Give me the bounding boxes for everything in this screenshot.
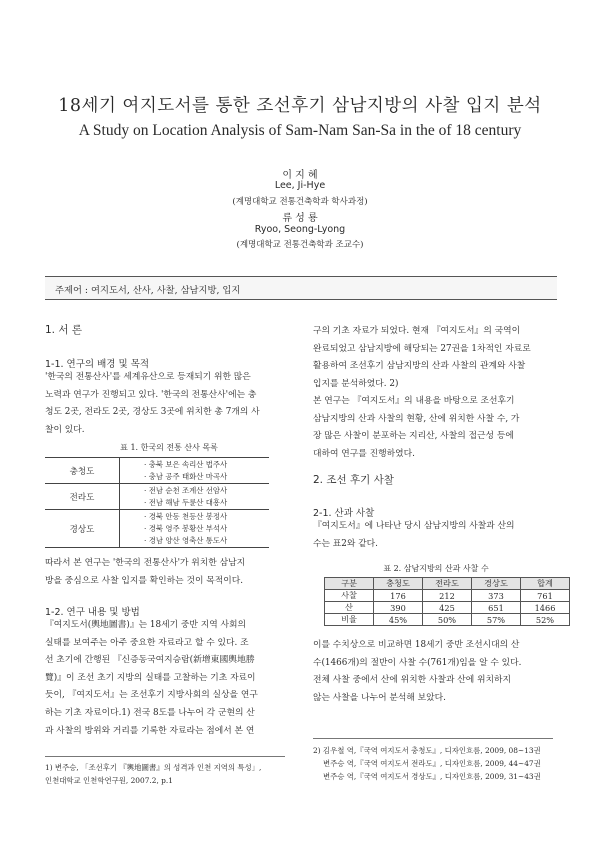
table-row: 사찰 176 212 373 761 xyxy=(325,590,570,602)
table-1-region: 전라도 xyxy=(45,484,120,510)
author-2-affiliation: (계명대학교 전통건축학과 조교수) xyxy=(236,240,364,250)
author-2-name-en: Ryoo, Seong-Lyong xyxy=(254,224,346,235)
keyword-box xyxy=(45,276,557,300)
table-row: 비율 45% 50% 57% 52% xyxy=(325,614,570,626)
paragraph-1-2: 따라서 본 연구는 '한국의 전통산사'가 위치한 삼남지 방을 중심으로 사찰 입지를 확인하는 것이 목적이다. xyxy=(45,558,246,586)
paragraph-2-2: 이를 수치상으로 비교하면 18세기 중반 조선시대의 산 수(1466개)의 절반이 사찰 수(761개)임을 알 수 있다. 전체 사찰 중에서 산에 위치한 사찰과 산에 위치하지 않는 사찰을 나누어 분석해 보았다. xyxy=(313,640,522,703)
section-2-heading: 2. 조선 후기 사찰 xyxy=(313,474,394,486)
subsection-2-1-heading: 2-1. 산과 사찰 xyxy=(313,508,375,519)
author-1-name-ko: 이 지 혜 xyxy=(282,170,318,181)
author-2-name-ko: 류 성 룡 xyxy=(282,213,318,224)
footnote-2: 2) 김우철 역,『국역 여지도서 충청도』, 디자인흐름, 2009, 08~13권 변주승 역,『국역 여지도서 전라도』, 디자인흐름, 2009, 44~47권 변주승 역,『국역 여지도서 경상도』, 디자인흐름, 2009, 31~43권 xyxy=(313,746,541,781)
author-1-affiliation: (계명대학교 전통건축학과 학사과정) xyxy=(232,197,368,207)
subsection-1-2-heading: 1-2. 연구 내용 및 방법 xyxy=(45,607,140,618)
table-row: 경상도 · 경북 안동 천등산 봉정사 · 경북 영주 봉황산 부석사 · 경남 양산 영축산 통도사 xyxy=(45,510,269,548)
table-row: 산 390 425 651 1466 xyxy=(325,602,570,614)
footnote-1: 1) 변주승, 「조선후기 『輿地圖書』의 성격과 인천 지역의 특성」, 인천대학교 인천학연구원, 2007.2, p.1 xyxy=(45,763,262,785)
table-1-region: 경상도 xyxy=(45,510,120,548)
table-2 xyxy=(324,577,570,626)
paper-title-korean: 18세기 여지도서를 통한 조선후기 삼남지방의 사찰 입지 분석 xyxy=(58,96,542,116)
paragraph-1-3-continued: 구의 기초 자료가 되었다. 현재 『여지도서』의 국역이 완료되었고 삼남지방에 해당되는 27권을 1차적인 자료로 활용하여 조선후기 삼남지방의 산과 사찰의 관계와 사찰 입지를 분석하였다. 2) xyxy=(313,326,531,389)
table-row: 전라도 · 전남 순천 조계산 선암사 · 전남 해남 두륜산 대흥사 xyxy=(45,484,269,510)
footnote-divider-left xyxy=(45,756,285,757)
table-1-region: 충청도 xyxy=(45,458,120,484)
table-1-caption: 표 1. 한국의 전통 산사 목록 xyxy=(120,443,218,452)
paper-title-english: A Study on Location Analysis of Sam-Nam San-Sa in the of 18 century xyxy=(78,122,522,139)
paragraph-2-1: 『여지도서』에 나타난 당시 삼남지방의 사찰과 산의 수는 표2와 같다. xyxy=(313,521,515,549)
table-row: 충청도 · 충북 보은 속리산 법주사 · 충남 공주 태화산 마곡사 xyxy=(45,458,269,484)
section-1-heading: 1. 서 론 xyxy=(45,324,82,336)
table-row: 구분 충청도 전라도 경상도 합계 xyxy=(325,578,570,590)
author-1-name-en: Lee, Ji-Hye xyxy=(274,180,326,191)
table-1 xyxy=(45,457,269,548)
subsection-1-1-heading: 1-1. 연구의 배경 및 목적 xyxy=(45,359,150,370)
footnote-divider-right xyxy=(313,738,553,739)
keywords: 주제어 : 여지도서, 산사, 사찰, 삼남지방, 입지 xyxy=(55,285,241,296)
paragraph-1-1: '한국의 전통산사'를 세계유산으로 등재되기 위한 많은 노력과 연구가 진행되고 있다. '한국의 전통산사'에는 충 청도 2곳, 전라도 2곳, 경상도 3곳에 위치한 총 7개의 사 찰이 있다. xyxy=(45,372,260,435)
paragraph-1-4: 본 연구는 『여지도서』의 내용을 바탕으로 조선후기 삼남지방의 산과 사찰의 현황, 산에 위치한 사찰 수, 가 장 많은 사찰이 분포하는 지리산, 사찰의 접근성 등에 대하여 연구를 진행하였다. xyxy=(313,396,520,459)
table-2-caption: 표 2. 삼남지방의 산과 사찰 수 xyxy=(383,564,489,573)
paragraph-1-3: 『여지도서(輿地圖書)』는 18세기 중반 지역 사회의 실태를 보여주는 아주 중요한 자료라고 할 수 있다. 조 선 초기에 간행된 『신증동국여지승람(新增東國輿地勝 覽)』이 조선 초기 지방의 실태를 고찰하는 기초 자료이 듯이, 『여지도서』는 조선후기 지방사회의 실상을 연구 하는 기초 자료이다.1) 전국 8도를 나누어 각 군현의 산 과 사찰의 방위와 거리를 기록한 자료라는 점에서 본 연 xyxy=(45,620,258,736)
